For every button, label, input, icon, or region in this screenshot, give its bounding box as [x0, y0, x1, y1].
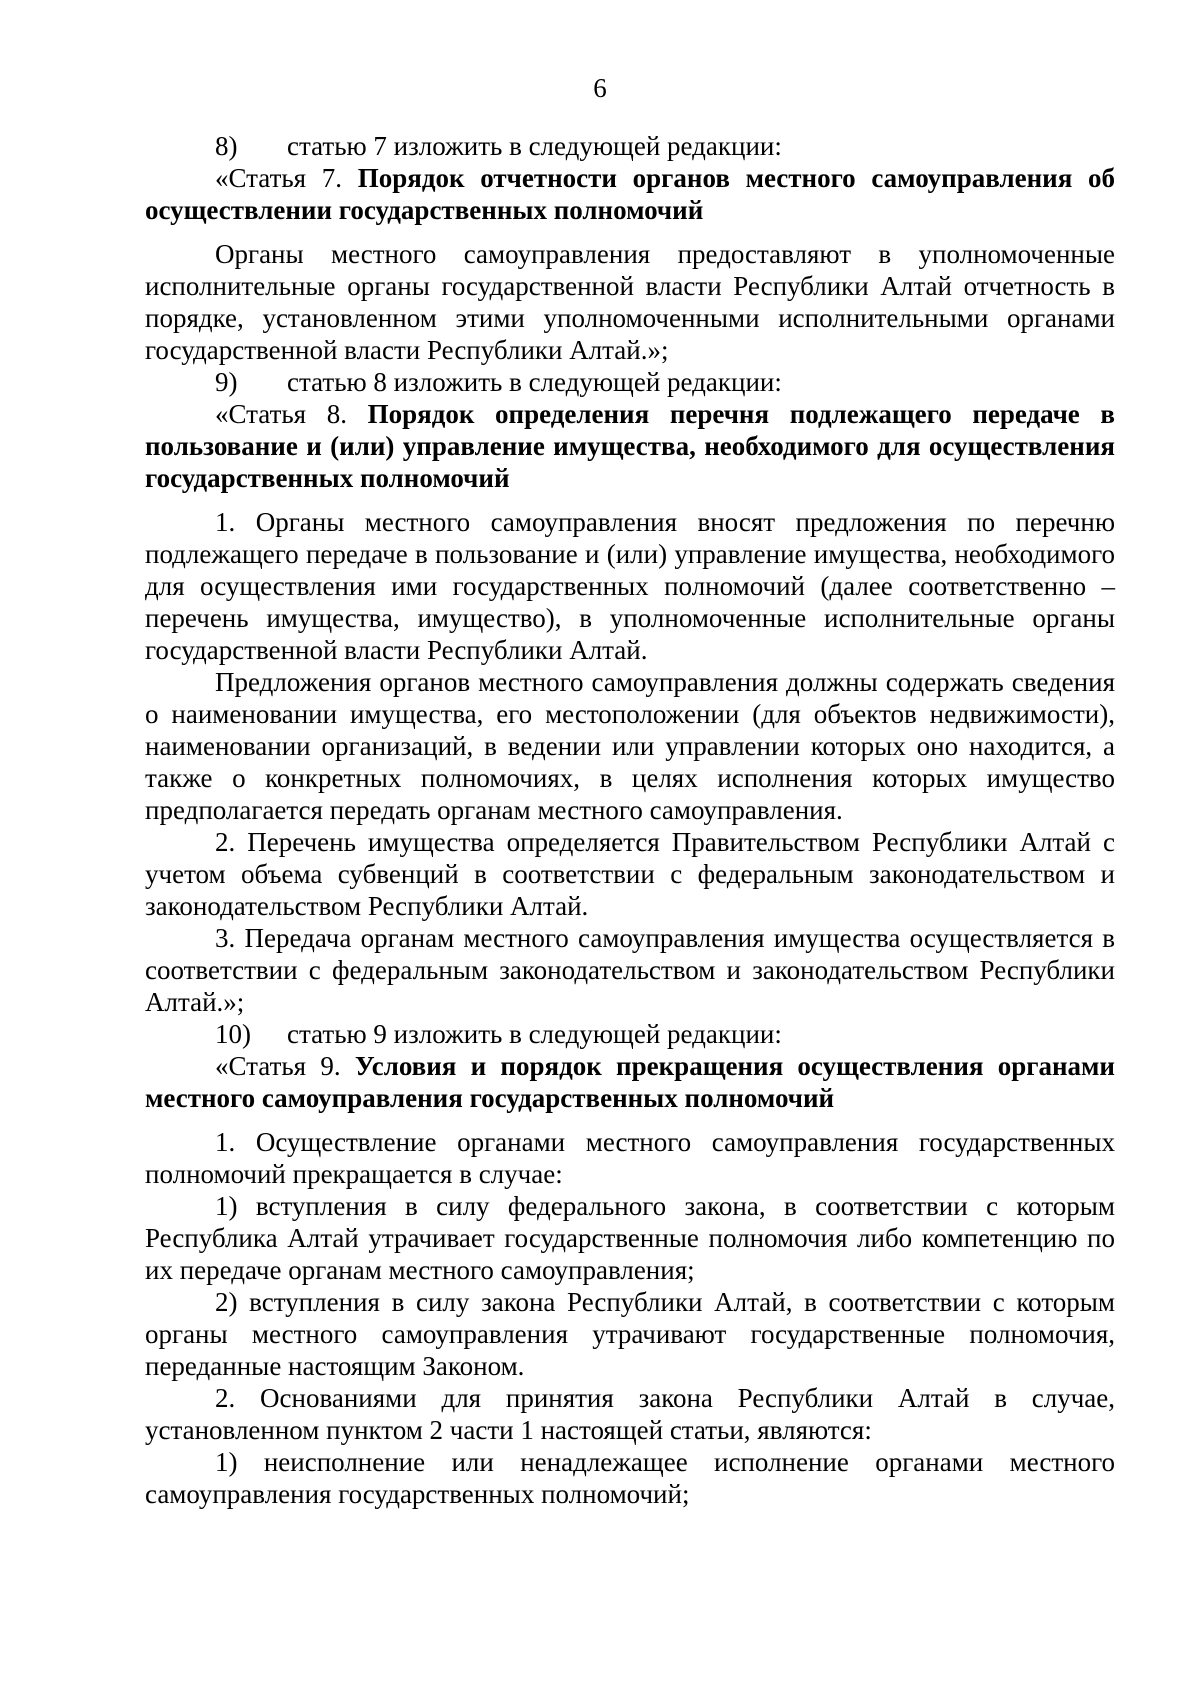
article-8-title: Порядок определения перечня подлежащего передаче в пользование и (или) управление имущества, необходимого для осуществления государственных полномочий: [145, 399, 1115, 493]
item-number: 9): [215, 367, 238, 397]
list-item-10: 10) статью 9 изложить в следующей редакции:: [215, 1019, 782, 1049]
article-9-paragraph-2: 1) вступления в силу федерального закона, в соответствии с которым Республика Алтай утрачивает государственные полномочия либо компетенцию по их передаче органам местного самоуправления;: [145, 1191, 1115, 1285]
article-9-paragraph-5: 1) неисполнение или ненадлежащее исполнение органами местного самоуправления государственных полномочий;: [145, 1447, 1115, 1509]
page-number: 6: [593, 73, 607, 103]
item-number: 8): [215, 131, 238, 161]
article-9-paragraph-3: 2) вступления в силу закона Республики Алтай, в соответствии с которым органы местного самоуправления утрачивают государственные полномочия, переданные настоящим Законом.: [145, 1287, 1115, 1381]
list-item-8: 8) статью 7 изложить в следующей редакции:: [215, 131, 782, 161]
article-8-heading: «Статья 8. Порядок определения перечня подлежащего передаче в пользование и (или) управление имущества, необходимого для осуществления государственных полномочий: [145, 399, 1115, 493]
article-8-paragraph-4: 3. Передача органам местного самоуправления имущества осуществляется в соответствии с федеральным законодательством и законодательством Республики Алтай.»;: [145, 923, 1115, 1017]
article-8-paragraph-2: Предложения органов местного самоуправления должны содержать сведения о наименовании имущества, его местоположении (для объектов недвижимости), наименовании организаций, в ведении или управлении которых оно находится, а также о конкретных полномочиях, в целях исполнения которых имущество предполагается передать органам местного самоуправления.: [145, 667, 1115, 825]
article-9-title: Условия и порядок прекращения осуществления органами местного самоуправления государственных полномочий: [145, 1051, 1115, 1113]
article-7-title: Порядок отчетности органов местного самоуправления об осуществлении государственных полномочий: [145, 163, 1116, 225]
item-number: 10): [215, 1019, 251, 1049]
article-9-paragraph-1: 1. Осуществление органами местного самоуправления государственных полномочий прекращается в случае:: [145, 1127, 1115, 1189]
article-8-paragraph-3: 2. Перечень имущества определяется Правительством Республики Алтай с учетом объема субвенций в соответствии с федеральным законодательством и законодательством Республики Алтай.: [145, 827, 1115, 921]
article-7-heading: «Статья 7. Порядок отчетности органов местного самоуправления об осуществлении государственных полномочий: [145, 163, 1116, 225]
list-item-9: 9) статью 8 изложить в следующей редакции:: [215, 367, 782, 397]
article-9-heading: «Статья 9. Условия и порядок прекращения осуществления органами местного самоуправления государственных полномочий: [145, 1051, 1115, 1113]
article-8-paragraph-1: 1. Органы местного самоуправления вносят предложения по перечню подлежащего передаче в пользование и (или) управление имущества, необходимого для осуществления ими государственных полномочий (далее соответственно – перечень имущества, имущество), в уполномоченные исполнительные органы государственной власти Республики Алтай.: [145, 507, 1115, 665]
article-7-paragraph: Органы местного самоуправления предоставляют в уполномоченные исполнительные органы государственной власти Республики Алтай отчетность в порядке, установленном этими уполномоченными исполнительными органами государственной власти Республики Алтай.»;: [145, 239, 1115, 365]
document-body: [145, 130, 1115, 1510]
article-9-paragraph-4: 2. Основаниями для принятия закона Республики Алтай в случае, установленном пунктом 2 части 1 настоящей статьи, являются:: [145, 1383, 1115, 1445]
